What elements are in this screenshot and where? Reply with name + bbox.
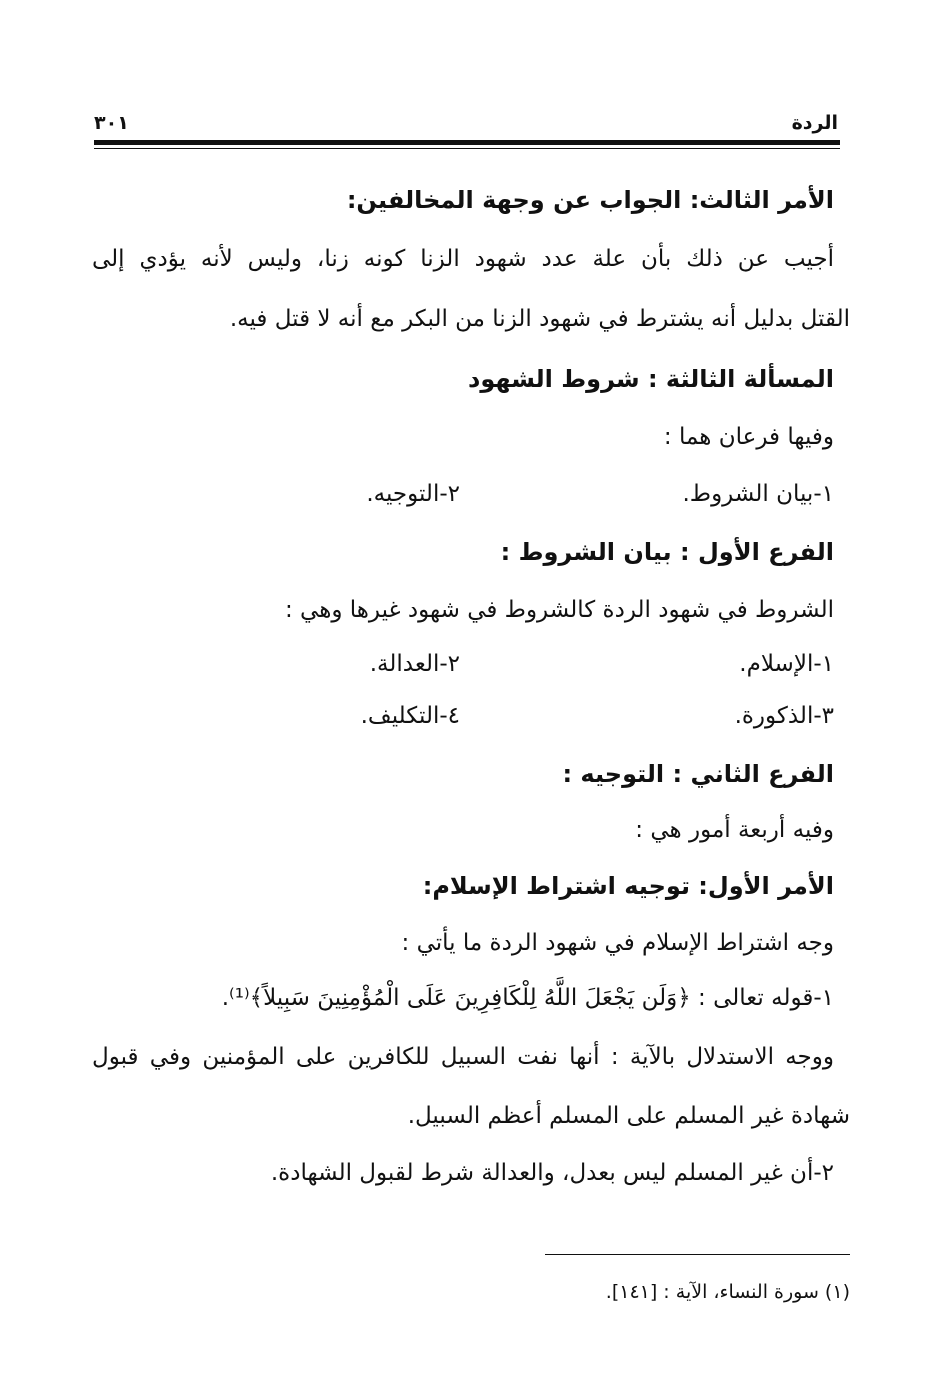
list-item: ٤-التكليف. xyxy=(360,703,460,729)
heading-first-branch: الفرع الأول : بيان الشروط : xyxy=(500,538,834,566)
heading-second-branch: الفرع الثاني : التوجيه : xyxy=(562,760,834,788)
paragraph-line: أجيب عن ذلك بأن علة عدد شهود الزنا كونه زنا، وليس لأنه يؤدي إلى xyxy=(92,246,834,272)
page-number: ٣٠١ xyxy=(94,112,129,134)
list-item: ٣-الذكورة. xyxy=(734,703,834,729)
paragraph-line: ووجه الاستدلال بالآية : أنها نفت السبيل للكافرين على المؤمنين وفي قبول xyxy=(92,1044,834,1070)
paragraph-line: شهادة غير المسلم على المسلم أعظم السبيل. xyxy=(407,1103,850,1129)
paragraph-line: القتل بدليل أنه يشترط في شهود الزنا من البكر مع أنه لا قتل فيه. xyxy=(229,306,850,332)
heading-third-issue: المسألة الثالثة : شروط الشهود xyxy=(468,365,834,393)
footnote-separator xyxy=(545,1254,850,1255)
paragraph-line: وجه اشتراط الإسلام في شهود الردة ما يأتي : xyxy=(401,930,834,956)
header-rule-thick xyxy=(94,140,840,145)
paragraph-line: الشروط في شهود الردة كالشروط في شهود غيرها وهي : xyxy=(285,597,834,623)
quran-verse-line: ١-قوله تعالى : ﴿وَلَن يَجْعَلَ اللَّهُ لِلْكَافِرِينَ عَلَى الْمُؤْمِنِينَ سَبِيلاً﴾⁽¹⁾. xyxy=(221,985,834,1011)
running-header-title: الردة xyxy=(791,112,838,134)
heading-first-matter: الأمر الأول: توجيه اشتراط الإسلام: xyxy=(422,872,834,900)
list-item: ١-بيان الشروط. xyxy=(682,481,834,507)
list-item: ٢-التوجيه. xyxy=(366,481,460,507)
list-item: ١-الإسلام. xyxy=(739,651,834,677)
header-rule-thin xyxy=(94,148,840,149)
list-item: ٢-العدالة. xyxy=(369,651,460,677)
paragraph-line: وفيها فرعان هما : xyxy=(663,424,834,450)
footnote: (١) سورة النساء، الآية : [١٤١]. xyxy=(605,1281,850,1303)
paragraph-line: ٢-أن غير المسلم ليس بعدل، والعدالة شرط لقبول الشهادة. xyxy=(270,1160,834,1186)
paragraph-line: وفيه أربعة أمور هي : xyxy=(635,817,834,843)
heading-third-matter: الأمر الثالث: الجواب عن وجهة المخالفين: xyxy=(346,186,834,214)
